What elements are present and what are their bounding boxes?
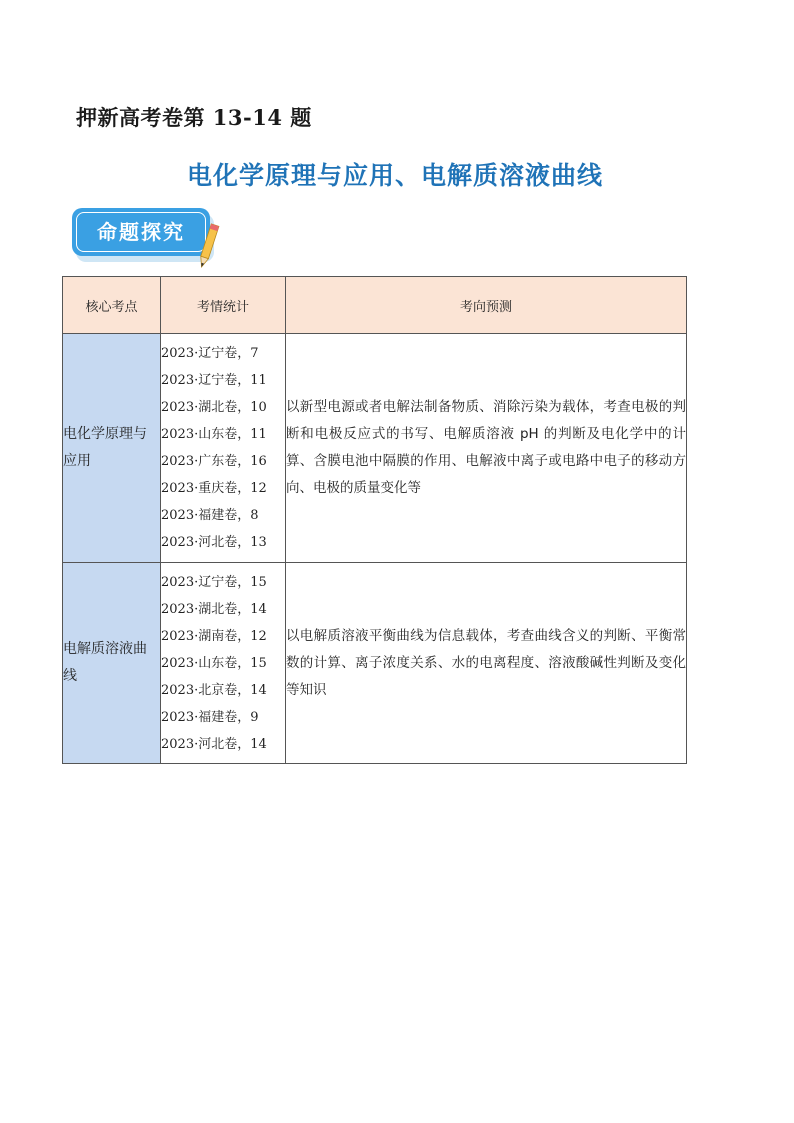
table-row [63, 334, 687, 563]
stat-item: 2023·辽宁卷，15 [161, 574, 267, 590]
stat-item: 2023·福建卷，9 [161, 709, 259, 725]
stat-item: 2023·山东卷，11 [161, 427, 267, 442]
exam-table [62, 276, 687, 764]
section-badge [72, 208, 222, 268]
pencil-icon [196, 222, 220, 272]
stat-item: 2023·山东卷，15 [161, 655, 267, 671]
header-prediction: 考向预测 [286, 277, 687, 334]
core-topic: 电解质溶液曲线 [63, 563, 161, 764]
stat-item: 2023·辽宁卷，11 [161, 373, 267, 388]
prediction-text: 以新型电源或者电解法制备物质、消除污染为载体，考查电极的判断和电极反应式的书写、电解质溶液 pH 的判断及电化学中的计算、含膜电池中隔膜的作用、电解液中离子或电路中电子的移动方向、电极的质量变化等 [286, 334, 687, 563]
header-stats: 考情统计 [161, 277, 286, 334]
stat-item: 2023·福建卷，8 [161, 508, 259, 523]
stat-item: 2023·广东卷，16 [161, 454, 267, 469]
stat-item: 2023·湖北卷，14 [161, 601, 267, 617]
stat-item: 2023·湖北卷，10 [161, 400, 267, 415]
header-title: 押新高考卷第 13-14 题 [76, 105, 312, 130]
badge-label: 命题探究 [97, 220, 185, 244]
stat-item: 2023·辽宁卷，7 [161, 346, 259, 361]
stat-item: 2023·湖南卷，12 [161, 628, 267, 644]
prediction-text: 以电解质溶液平衡曲线为信息载体，考查曲线含义的判断、平衡常数的计算、离子浓度关系、水的电离程度、溶液酸碱性判断及变化等知识 [286, 563, 687, 764]
stats-cell [161, 563, 286, 764]
table-row [63, 563, 687, 764]
stat-item: 2023·河北卷，13 [161, 535, 267, 550]
core-topic: 电化学原理与应用 [63, 334, 161, 563]
stat-item: 2023·重庆卷，12 [161, 481, 267, 496]
stat-item: 2023·北京卷，14 [161, 682, 267, 698]
table-header-row [63, 277, 687, 334]
header-core: 核心考点 [63, 277, 161, 334]
stats-cell [161, 334, 286, 563]
page-title: 电化学原理与应用、电解质溶液曲线 [186, 161, 603, 190]
stat-item: 2023·河北卷，14 [161, 736, 267, 752]
